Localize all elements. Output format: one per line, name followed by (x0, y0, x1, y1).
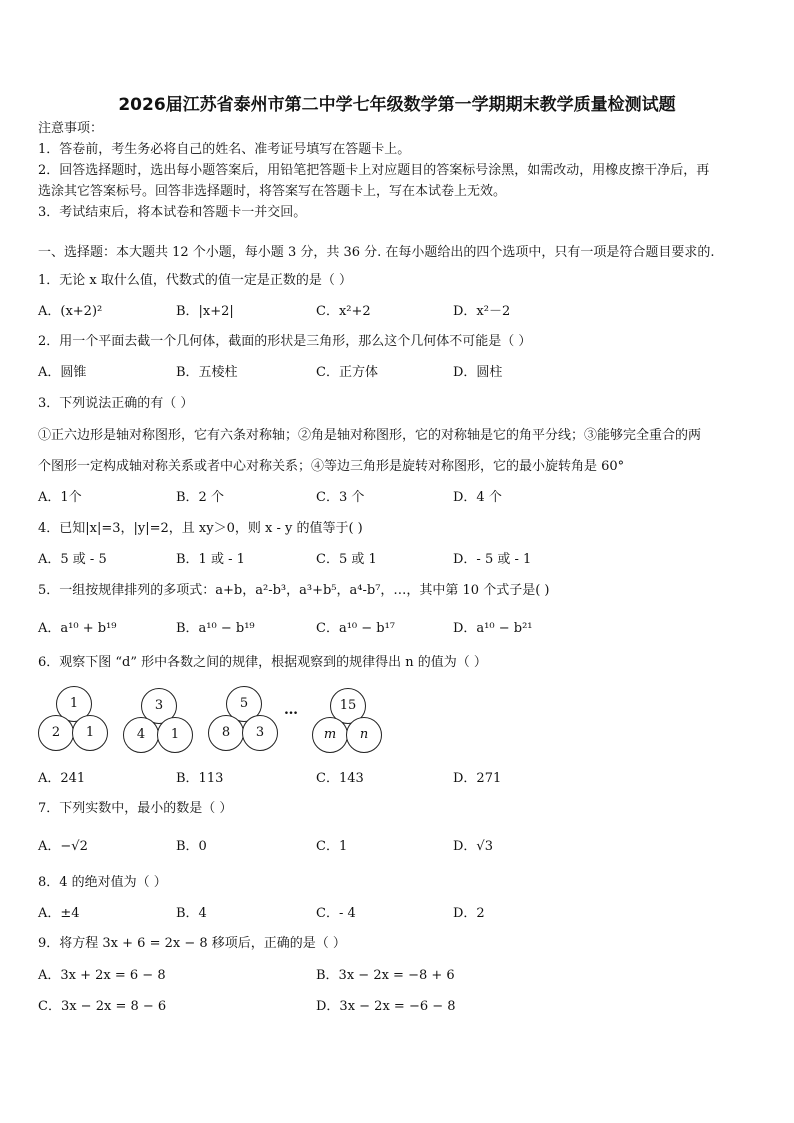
figure-ellipsis: … (284, 702, 298, 718)
option-b: B．4 (176, 906, 207, 921)
option-a: A．(x+2)² (38, 304, 103, 319)
option-b: B．a¹⁰ − b¹⁹ (176, 621, 255, 636)
circle-left: 2 (38, 715, 74, 751)
option-d: D．a¹⁰ − b²¹ (453, 621, 533, 636)
option-a: A．圆锥 (38, 365, 87, 380)
notice-item: 1．答卷前，考生务必将自己的姓名、准考证号填写在答题卡上。 (38, 142, 411, 157)
question-stem: 2．用一个平面去截一个几何体，截面的形状是三角形，那么这个几何体不可能是（ ） (38, 334, 532, 349)
circle-top: 15 (330, 688, 366, 724)
circle-right: n (346, 717, 382, 753)
notice-item: 选涂其它答案标号。回答非选择题时，将答案写在答题卡上，写在本试卷上无效。 (38, 184, 507, 199)
option-b: B．113 (176, 771, 224, 786)
option-b: B．0 (176, 839, 207, 854)
option-d: D．√3 (453, 839, 493, 854)
option-a: A．1个 (38, 490, 82, 505)
circle-top: 1 (56, 686, 92, 722)
option-c: C．a¹⁰ − b¹⁷ (316, 621, 396, 636)
option-c: C．3x − 2x = 8 − 6 (38, 999, 167, 1014)
option-a: A．−√2 (38, 839, 88, 854)
question-stem: 7．下列实数中，最小的数是（ ） (38, 801, 233, 816)
question-stem: 8．4 的绝对值为（ ） (38, 875, 167, 890)
option-c: C．x²+2 (316, 304, 371, 319)
option-d: D．3x − 2x = −6 − 8 (316, 999, 456, 1014)
option-c: C．5 或 1 (316, 552, 377, 567)
option-b: B．3x − 2x = −8 + 6 (316, 968, 455, 983)
option-d: D．- 5 或 - 1 (453, 552, 532, 567)
circle-left: 8 (208, 715, 244, 751)
option-b: B．1 或 - 1 (176, 552, 245, 567)
option-a: A．5 或 - 5 (38, 552, 107, 567)
question-stem: 3．下列说法正确的有（ ） (38, 396, 194, 411)
option-d: D．2 (453, 906, 485, 921)
option-c: C．1 (316, 839, 348, 854)
option-d: D．4 个 (453, 490, 502, 505)
question-stem: 1．无论 x 取什么值，代数式的值一定是正数的是（ ） (38, 273, 352, 288)
question-stem: 9．将方程 3x + 6 = 2x − 8 移项后，正确的是（ ） (38, 936, 346, 951)
option-a: A．±4 (38, 906, 80, 921)
option-a: A．241 (38, 771, 86, 786)
circle-top: 3 (141, 688, 177, 724)
option-b: B．2 个 (176, 490, 224, 505)
option-b: B．五棱柱 (176, 365, 238, 380)
question-text: ①正六边形是轴对称图形，它有六条对称轴；②角是轴对称图形，它的对称轴是它的角平分线；③能够完全重合的两 (38, 428, 702, 443)
option-b: B．|x+2| (176, 304, 234, 319)
circle-right: 1 (72, 715, 108, 751)
circle-right: 1 (157, 717, 193, 753)
circle-left: 4 (123, 717, 159, 753)
page-title: 2026届江苏省泰州市第二中学七年级数学第一学期期末教学质量检测试题 (118, 95, 676, 115)
circle-right: 3 (242, 715, 278, 751)
option-d: D．271 (453, 771, 502, 786)
option-c: C．143 (316, 771, 364, 786)
option-a: A．a¹⁰ + b¹⁹ (38, 621, 117, 636)
notice-heading: 注意事项： (38, 121, 104, 136)
option-c: C．3 个 (316, 490, 365, 505)
question-stem: 5．一组按规律排列的多项式：a+b，a²-b³，a³+b⁵，a⁴-b⁷，…，其中第 10 个式子是( ) (38, 583, 550, 598)
circle-top: 5 (226, 686, 262, 722)
notice-item: 2．回答选择题时，选出每小题答案后，用铅笔把答题卡上对应题目的答案标号涂黑，如需改动，用橡皮擦干净后，再 (38, 163, 710, 178)
option-c: C．- 4 (316, 906, 356, 921)
option-d: D．x²－2 (453, 304, 511, 319)
section-heading: 一、选择题：本大题共 12 个小题，每小题 3 分，共 36 分. 在每小题给出的四个选项中，只有一项是符合题目要求的. (38, 245, 715, 260)
option-a: A．3x + 2x = 6 − 8 (38, 968, 166, 983)
option-c: C．正方体 (316, 365, 378, 380)
option-d: D．圆柱 (453, 365, 503, 380)
notice-item: 3．考试结束后，将本试卷和答题卡一并交回。 (38, 205, 307, 220)
question-stem: 4．已知|x|=3，|y|=2，且 xy＞0，则 x - y 的值等于( ) (38, 521, 363, 536)
question-text: 个图形一定构成轴对称关系或者中心对称关系；④等边三角形是旋转对称图形，它的最小旋转角是 60° (38, 459, 625, 474)
circle-left: m (312, 717, 348, 753)
question-stem: 6．观察下图 “d” 形中各数之间的规律，根据观察到的规律得出 n 的值为（ ） (38, 655, 487, 670)
